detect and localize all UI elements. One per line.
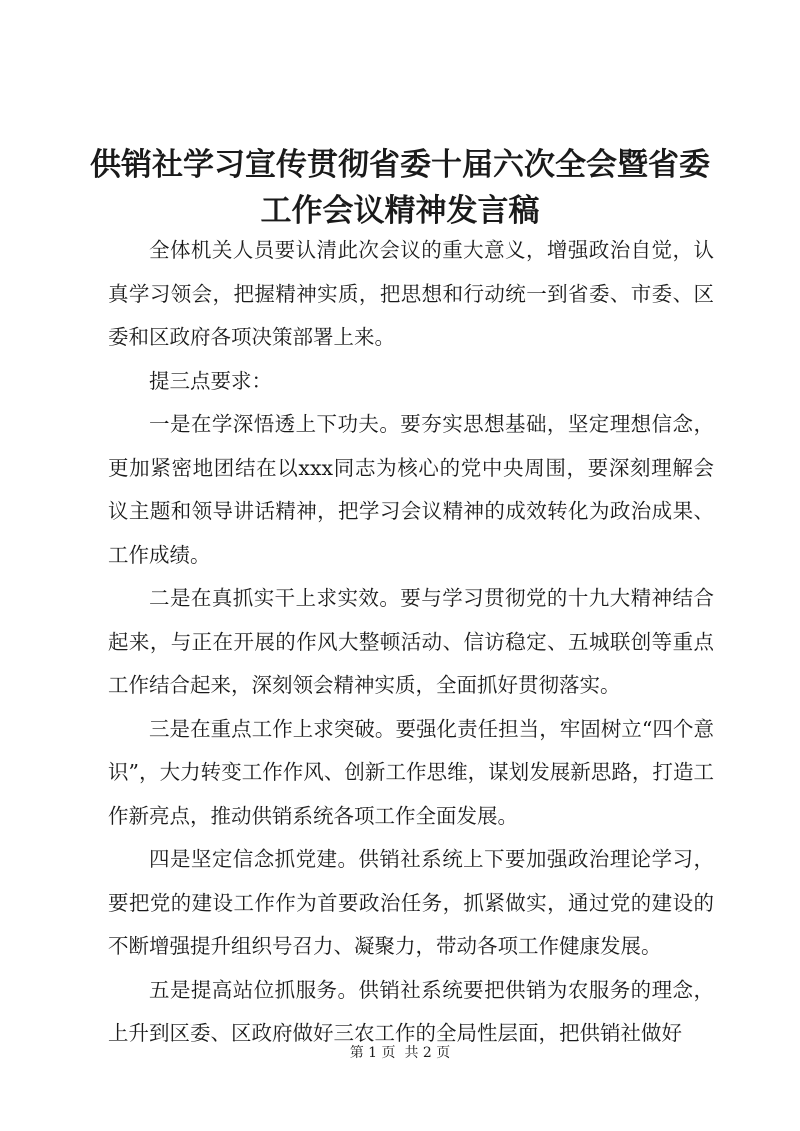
paragraph-intro: 全体机关人员要认清此次会议的重大意义，增强政治自觉，认真学习领会，把握精神实质，把思想和行动统一到省委、市委、区委和区政府各项决策部署上来。 xyxy=(108,238,714,349)
document-title-line-1: 供销社学习宣传贯彻省委十届六次全会暨省委 xyxy=(90,147,710,183)
document-title-line-2: 工作会议精神发言稿 xyxy=(260,193,540,229)
paragraph-requirements-heading: 提三点要求： xyxy=(149,368,272,393)
paragraph-point-2: 二是在真抓实干上求实效。要与学习贯彻党的十九大精神结合起来，与正在开展的作风大整顿活动、信访稳定、五城联创等重点工作结合起来，深刻领会精神实质，全面抓好贯彻落实。 xyxy=(108,586,714,697)
page-footer: 第 1 页 共 2 页 xyxy=(349,1045,451,1061)
document-body xyxy=(108,229,714,1056)
paragraph-point-4: 四是坚定信念抓党建。供销社系统上下要加强政治理论学习，要把党的建设工作作为首要政治任务，抓紧做实，通过党的建设的不断增强提升组织号召力、凝聚力，带动各项工作健康发展。 xyxy=(108,847,714,958)
paragraph-point-3: 三是在重点工作上求突破。要强化责任担当，牢固树立“四个意识”，大力转变工作作风、创新工作思维，谋划发展新思路，打造工作新亮点，推动供销系统各项工作全面发展。 xyxy=(108,716,714,828)
paragraph-point-5: 五是提高站位抓服务。供销社系统要把供销为农服务的理念，上升到区委、区政府做好三农工作的全局性层面，把供销社做好 xyxy=(108,977,714,1045)
paragraph-point-1: 一是在学深悟透上下功夫。要夯实思想基础，坚定理想信念，更加紧密地团结在以xxx同志为核心的党中央周围，要深刻理解会议主题和领导讲话精神，把学习会议精神的成效转化为政治成果、工作成绩。 xyxy=(108,412,714,567)
